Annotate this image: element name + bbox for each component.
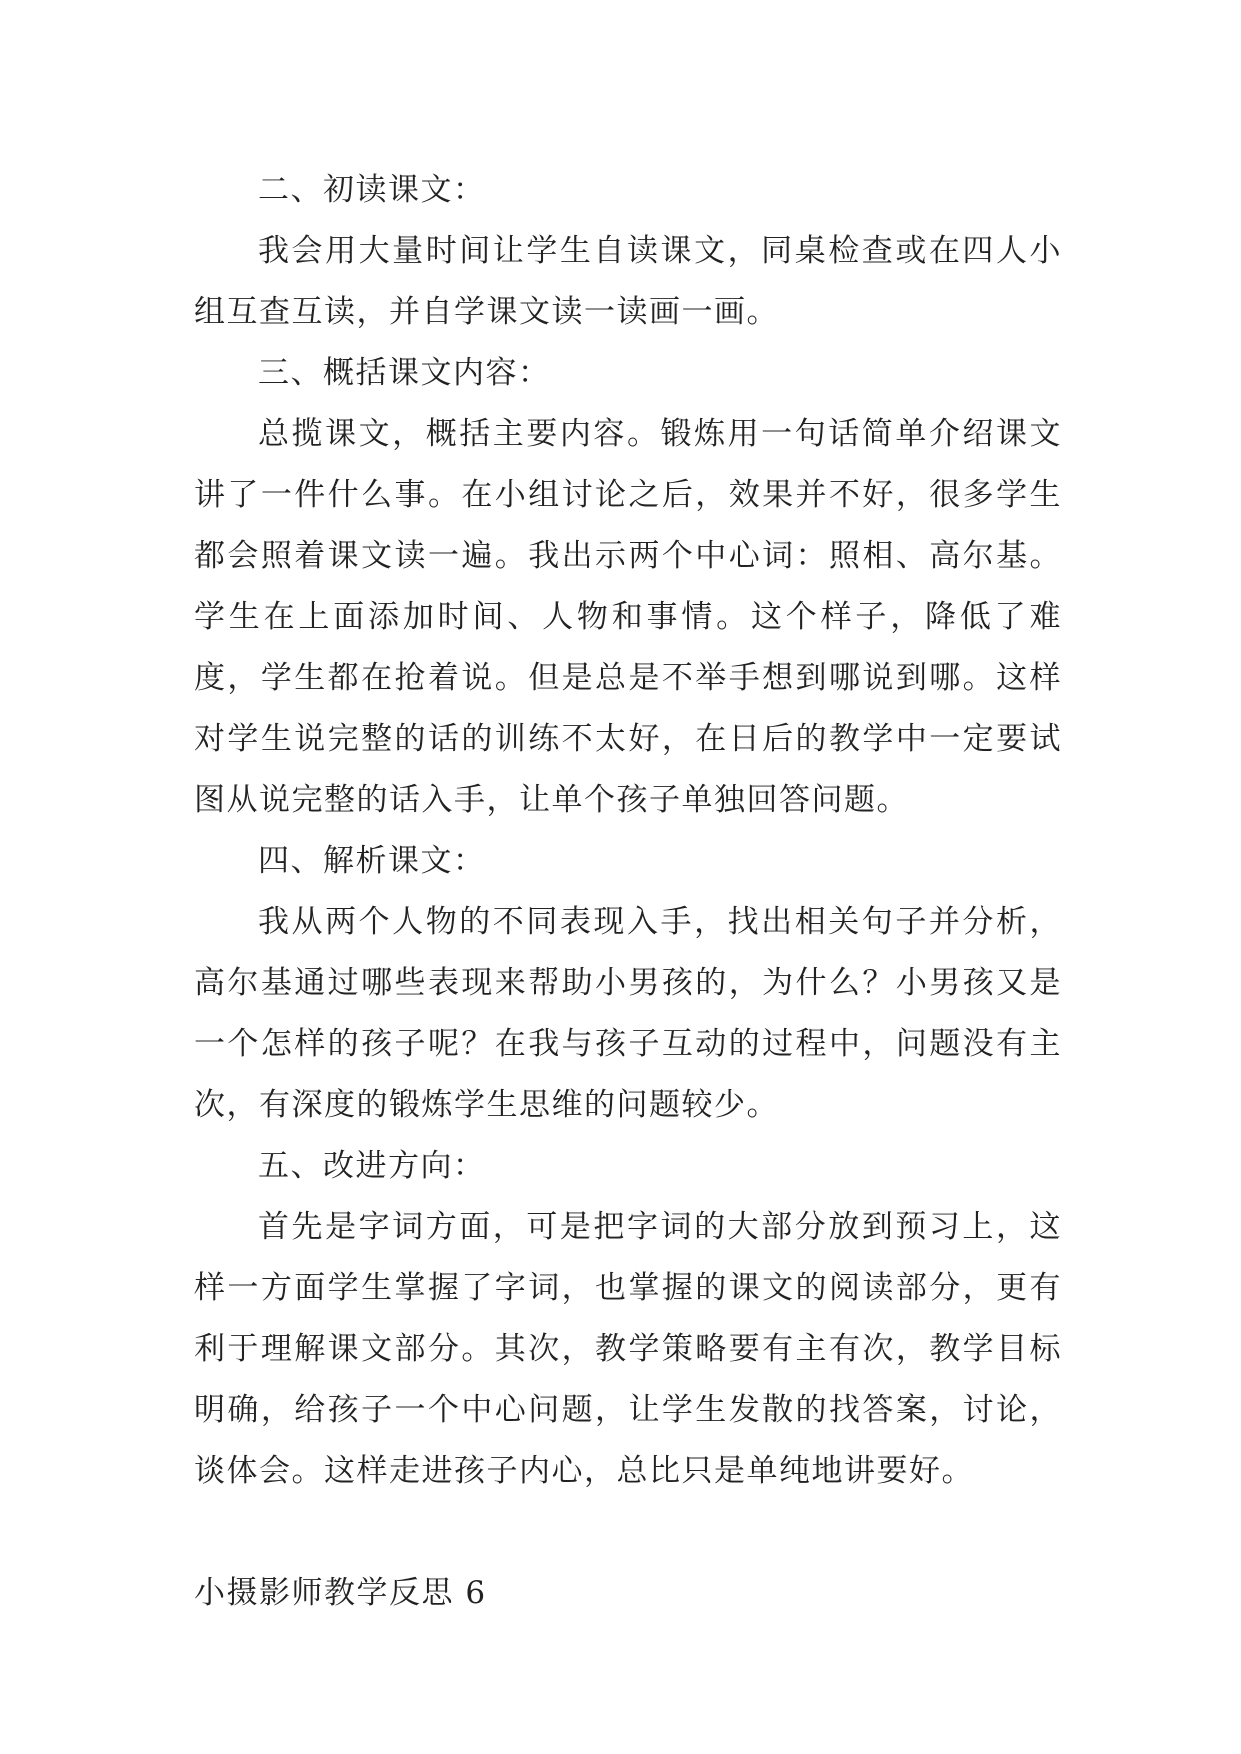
paragraph-improvement: 首先是字词方面，可是把字词的大部分放到预习上，这样一方面学生掌握了字词，也掌握的课文的阅读部分，更有利于理解课文部分。其次，教学策略要有主有次，教学目标明确，给孩子一个中心问题，让学生发散的找答案，讨论，谈体会。这样走进孩子内心，总比只是单纯地讲要好。: [194, 1209, 1062, 1489]
section-heading-4: 四、解析课文：: [258, 843, 486, 879]
section-heading-2: 二、初读课文：: [258, 172, 486, 208]
document-body: [194, 160, 1062, 1624]
paragraph-analysis: 我从两个人物的不同表现入手，找出相关句子并分析，高尔基通过哪些表现来帮助小男孩的，为什么？小男孩又是一个怎样的孩子呢？在我与孩子互动的过程中，问题没有主次，有深度的锻炼学生思维的问题较少。: [194, 904, 1062, 1123]
paragraph-initial-reading: 我会用大量时间让学生自读课文，同桌检查或在四人小组互查互读，并自学课文读一读画一画。: [194, 233, 1062, 330]
next-section-title: 小摄影师教学反思 6: [194, 1575, 487, 1611]
section-heading-5: 五、改进方向：: [258, 1148, 486, 1184]
section-spacer: [194, 1502, 1062, 1563]
section-heading-3: 三、概括课文内容：: [258, 355, 551, 391]
paragraph-summary: 总揽课文，概括主要内容。锻炼用一句话简单介绍课文讲了一件什么事。在小组讨论之后，效果并不好，很多学生都会照着课文读一遍。我出示两个中心词：照相、高尔基。学生在上面添加时间、人物和事情。这个样子，降低了难度，学生都在抢着说。但是总是不举手想到哪说到哪。这样对学生说完整的话的训练不太好，在日后的教学中一定要试图从说完整的话入手，让单个孩子单独回答问题。: [194, 416, 1062, 818]
